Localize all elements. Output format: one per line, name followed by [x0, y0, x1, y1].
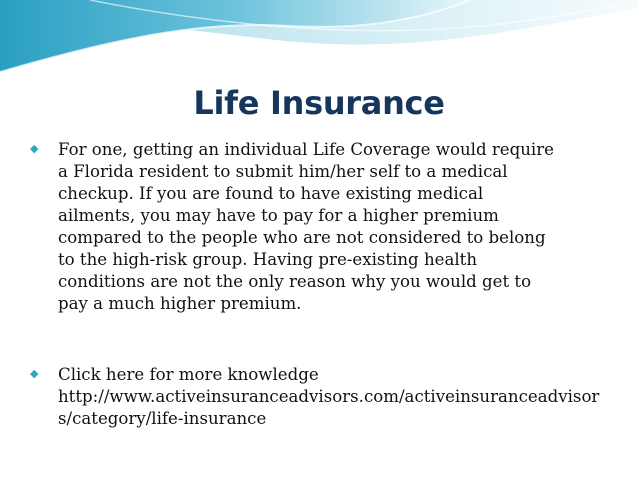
- bullet-list: [30, 139, 630, 430]
- diamond-bullet-icon: ◆: [30, 142, 39, 155]
- header-wave-decoration: [0, 0, 638, 80]
- bullet-text: Click here for more knowledge: [58, 365, 319, 384]
- slide-title: Life Insurance: [193, 84, 445, 122]
- diamond-bullet-icon: ◆: [30, 367, 39, 380]
- bullet-item-link: [30, 364, 630, 430]
- bullet-item-description: [30, 139, 630, 315]
- bullet-text: For one, getting an individual Life Coverage would require a Florida resident to submit him/her self to a medical checkup. If you are found to have existing medical ailments, you may have to pay for a higher premium compared to the people who are not considered to belong to the high-risk group. Having pre-existing health conditions are not the only reason why you would get to pay a much higher premium.: [58, 140, 554, 313]
- knowledge-link[interactable]: http://www.activeinsuranceadvisors.com/activeinsuranceadvisors/category/life-insurance: [58, 387, 600, 428]
